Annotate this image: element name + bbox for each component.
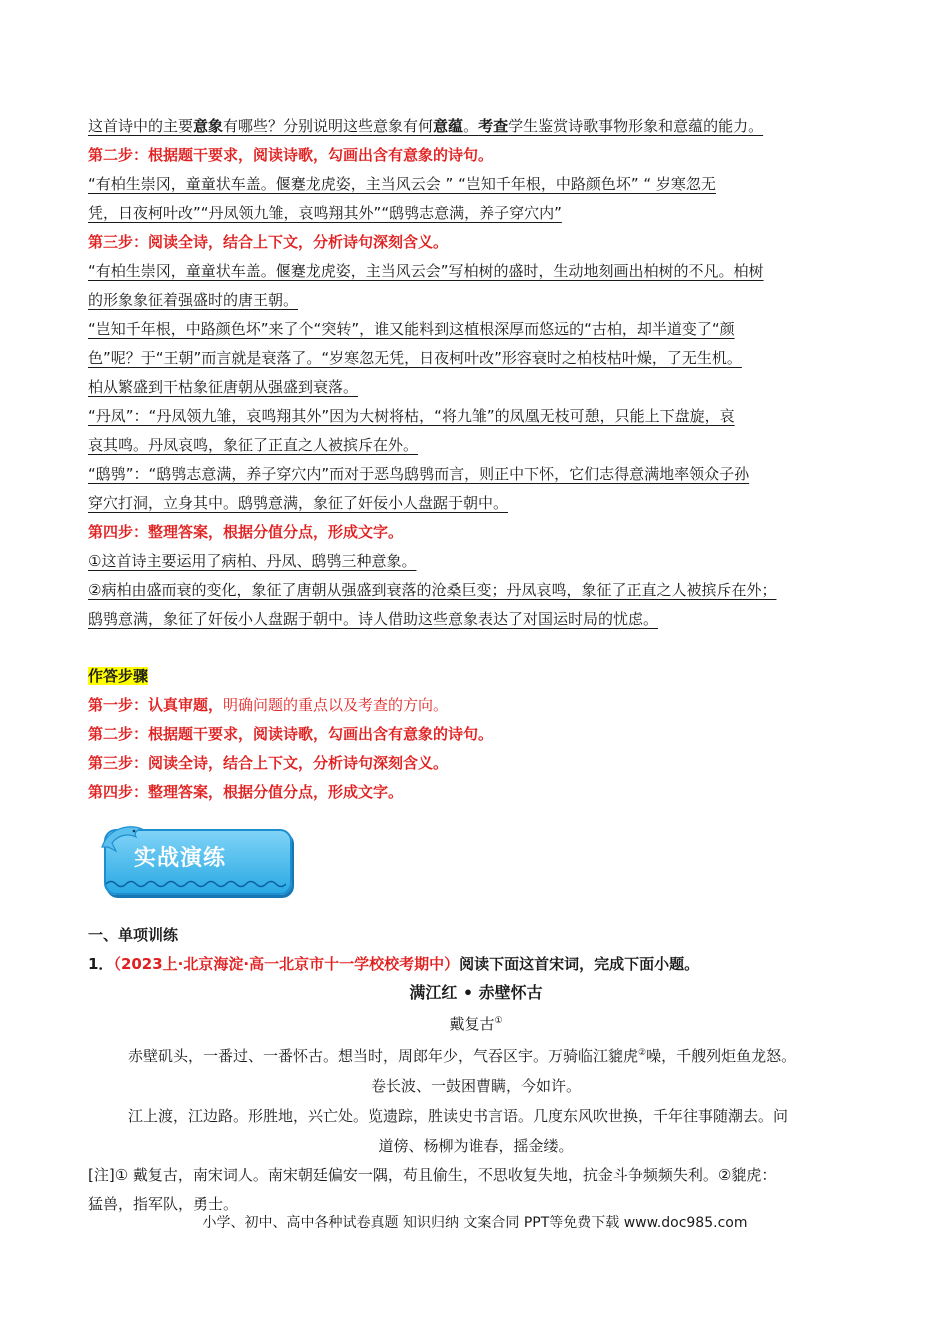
- text: 。: [463, 117, 479, 135]
- text: 有哪些？分别说明这些意象有何: [223, 117, 434, 135]
- analysis-paragraph-line: 柏从繁盛到干枯象征唐朝从强盛到衰落。: [88, 378, 359, 396]
- wave-decoration: [106, 879, 286, 889]
- answer-line: 鸱鸮意满，象征了奸佞小人盘踞于朝中。诗人借助这些意象表达了对国运时局的忧虑。: [88, 610, 659, 628]
- keyword: 考查: [478, 117, 509, 135]
- analysis-paragraph-line: 色”呢？于“王朝”而言就是衰落了。“岁寒忽无凭，日夜柯叶改”形容衰时之柏枝枯叶燥，了无生机。: [88, 349, 742, 367]
- steps-heading: [88, 662, 864, 691]
- poem-text: 赤壁矶头，一番过、一番怀古。想当时，周郎年少，气吞区宇。万骑临江貔虎: [128, 1047, 639, 1065]
- analysis-paragraph-line: 穿穴打洞，立身其中。鸱鸮意满，象征了奸佞小人盘踞于朝中。: [88, 494, 509, 512]
- footnote-marker: ②: [638, 1048, 647, 1058]
- question-line: [88, 112, 864, 141]
- question-source: （2023上·北京海淀·高一北京市十一学校校考期中）: [113, 955, 460, 973]
- analysis-paragraph-line: 的形象象征着强盛时的唐王朝。: [88, 291, 299, 309]
- answer-line: ①这首诗主要运用了病柏、丹凤、鸱鸮三种意象。: [88, 552, 417, 570]
- question-number: 1．: [88, 955, 114, 973]
- analysis-paragraph-line: “有柏生崇冈，童童状车盖。偃蹇龙虎姿，主当风云会”写柏树的盛时，生动地刻画出柏树的不凡。柏树: [88, 262, 764, 280]
- footnote-marker: ①: [494, 1016, 503, 1026]
- poem-line: 江上渡，江边路。形胜地，兴亡处。览遗踪，胜读史书言语。几度东风吹世换，千年往事随潮去。问: [128, 1107, 789, 1125]
- step-two: 第二步：根据题干要求，阅读诗歌，勾画出含有意象的诗句。: [88, 725, 494, 743]
- step-one: [88, 691, 864, 720]
- keyword: 意象: [193, 117, 224, 135]
- text: 这首诗中的主要: [88, 117, 194, 135]
- question-header: [88, 950, 864, 979]
- annotation-line: [注]① 戴复古，南宋词人。南宋朝廷偏安一隅，苟且偷生，不思收复失地，抗金斗争频频失利。②貔虎：: [88, 1166, 777, 1184]
- step-one-label: 第一步：认真审题，: [88, 696, 224, 714]
- analysis-paragraph-line: “丹凤”：“丹凤领九雏，哀鸣翔其外”因为大树将枯，“将九雏”的凤凰无枝可憩，只能上下盘旋，哀: [88, 407, 735, 425]
- analysis-paragraph-line: “岂知千年根，中路颜色坏”来了个“突转”，谁又能料到这植根深厚而悠远的“古柏，却半道变了“颜: [88, 320, 735, 338]
- quote-line: “有柏生崇冈，童童状车盖。偃蹇龙虎姿，主当风云会 ” “岂知千年根，中路颜色坏” “ 岁寒忽无: [88, 175, 716, 193]
- step-three-heading: 第三步：阅读全诗，结合上下文，分析诗句深刻含义。: [88, 233, 449, 251]
- answer-line: ②病柏由盛而衰的变化，象征了唐朝从强盛到衰落的沧桑巨变；丹凤哀鸣，象征了正直之人被摈斥在外；: [88, 581, 777, 599]
- practice-badge: [98, 821, 298, 901]
- annotation-line: 猛兽，指军队，勇士。: [88, 1195, 239, 1213]
- step-four: 第四步：整理答案，根据分值分点，形成文字。: [88, 783, 404, 801]
- keyword: 意蕴: [433, 117, 464, 135]
- poem-line: 道傍、杨柳为谁春，摇金缕。: [378, 1137, 574, 1155]
- poem-title: 满江红 • 赤壁怀古: [409, 983, 543, 1002]
- text: 学生鉴赏诗歌事物形象和意蕴的能力。: [508, 117, 764, 135]
- step-three: 第三步：阅读全诗，结合上下文，分析诗句深刻含义。: [88, 754, 449, 772]
- quote-line: 凭，日夜柯叶改”“丹凤领九雏，哀鸣翔其外”“鸱鸮志意满，养子穿穴内”: [88, 204, 562, 222]
- analysis-paragraph-line: “鸱鸮”：“鸱鸮志意满，养子穿穴内”而对于恶鸟鸱鸮而言，则正中下怀，它们志得意满地率领众子孙: [88, 465, 750, 483]
- step-one-text: 明确问题的重点以及考查的方向。: [223, 696, 449, 714]
- badge-label: 实战演练: [134, 846, 227, 871]
- question-text: 阅读下面这首宋词，完成下面小题。: [459, 955, 700, 973]
- page-footer: 小学、初中、高中各种试卷真题 知识归纳 文案合同 PPT等免费下载 www.doc985.com: [202, 1215, 748, 1231]
- step-two-heading: 第二步：根据题干要求，阅读诗歌，勾画出含有意象的诗句。: [88, 146, 494, 164]
- step-four-heading: 第四步：整理答案，根据分值分点，形成文字。: [88, 523, 404, 541]
- poem-line: 卷长波、一鼓困曹瞒，今如许。: [370, 1077, 581, 1095]
- poem-line: [88, 1038, 864, 1071]
- poem-author: [88, 1007, 864, 1038]
- author-name: 戴复古: [449, 1015, 495, 1033]
- document-page: [88, 112, 864, 1219]
- poem-body: [88, 1038, 864, 1161]
- section-title: 一、单项训练: [88, 926, 179, 944]
- steps-heading-text: 作答步骤: [88, 667, 149, 685]
- poem-text: 噪，千艘列炬鱼龙怒。: [646, 1047, 797, 1065]
- analysis-paragraph-line: 哀其鸣。丹凤哀鸣，象征了正直之人被摈斥在外。: [88, 436, 419, 454]
